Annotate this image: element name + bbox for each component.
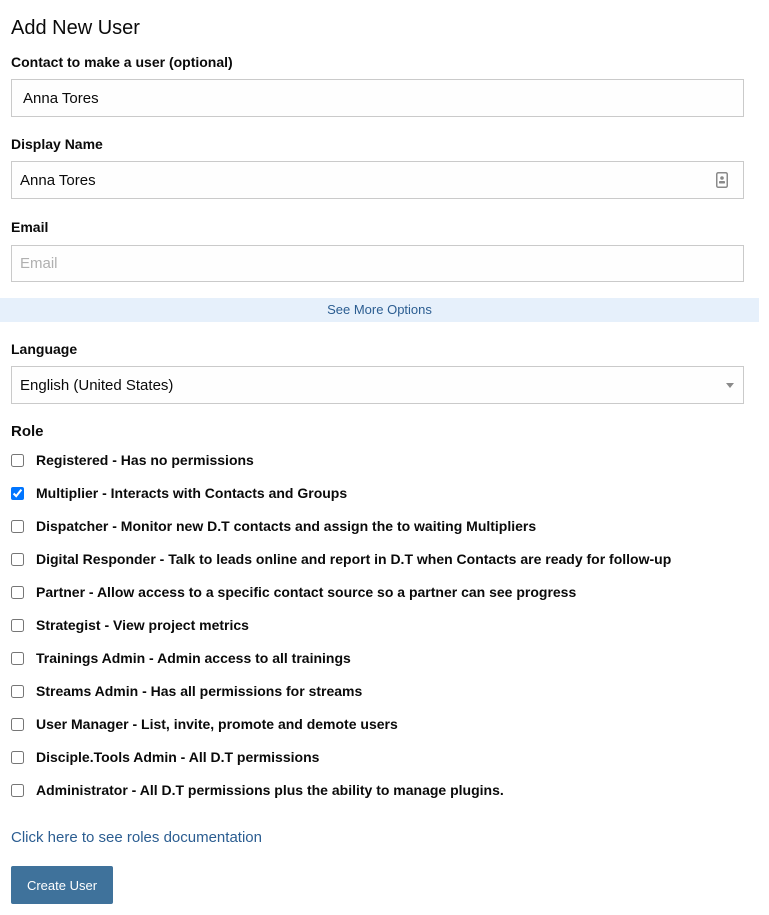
email-field[interactable]: [11, 245, 744, 282]
contact-label: Contact to make a user (optional): [11, 54, 233, 70]
role-option: [11, 450, 254, 470]
role-label[interactable]: Disciple.Tools Admin - All D.T permissions: [36, 749, 320, 765]
role-option: [11, 582, 577, 602]
contact-card-icon[interactable]: [716, 172, 728, 188]
contact-field-value: Anna Tores: [23, 89, 99, 107]
role-checkbox[interactable]: [11, 685, 24, 698]
role-heading: Role: [11, 423, 44, 440]
language-selected-value: English (United States): [20, 376, 174, 394]
role-label[interactable]: Trainings Admin - Admin access to all trainings: [36, 650, 351, 666]
role-checkbox[interactable]: [11, 619, 24, 632]
role-checkbox[interactable]: [11, 586, 24, 599]
roles-documentation-link[interactable]: Click here to see roles documentation: [11, 829, 262, 846]
role-option: [11, 483, 348, 503]
role-option: [11, 747, 320, 767]
role-checkbox[interactable]: [11, 751, 24, 764]
role-option: [11, 615, 249, 635]
role-checkbox[interactable]: [11, 718, 24, 731]
role-label[interactable]: Partner - Allow access to a specific contact source so a partner can see progress: [36, 584, 577, 600]
role-checkbox[interactable]: [11, 520, 24, 533]
display-name-field[interactable]: [11, 161, 744, 199]
page-title: Add New User: [11, 17, 140, 39]
display-name-label: Display Name: [11, 136, 103, 152]
role-label[interactable]: Digital Responder - Talk to leads online and report in D.T when Contacts are ready for follow-up: [36, 551, 672, 567]
role-label[interactable]: Multiplier - Interacts with Contacts and Groups: [36, 485, 348, 501]
role-checkbox[interactable]: [11, 487, 24, 500]
role-checkbox[interactable]: [11, 454, 24, 467]
role-label[interactable]: Administrator - All D.T permissions plus the ability to manage plugins.: [36, 782, 504, 798]
role-option: [11, 681, 363, 701]
role-label[interactable]: User Manager - List, invite, promote and demote users: [36, 716, 398, 732]
email-label: Email: [11, 219, 49, 235]
role-option: [11, 780, 504, 800]
language-label: Language: [11, 341, 78, 357]
role-option: [11, 648, 351, 668]
display-name-value: Anna Tores: [20, 171, 96, 189]
role-checkbox[interactable]: [11, 784, 24, 797]
role-label[interactable]: Strategist - View project metrics: [36, 617, 249, 633]
see-more-options-button[interactable]: See More Options: [0, 298, 759, 322]
role-label[interactable]: Dispatcher - Monitor new D.T contacts and assign the to waiting Multipliers: [36, 518, 537, 534]
contact-field[interactable]: [11, 79, 744, 117]
role-label[interactable]: Streams Admin - Has all permissions for streams: [36, 683, 363, 699]
role-option: [11, 549, 672, 569]
role-option: [11, 714, 398, 734]
create-user-button[interactable]: Create User: [11, 866, 113, 904]
role-option: [11, 516, 537, 536]
role-label[interactable]: Registered - Has no permissions: [36, 452, 254, 468]
role-checkbox[interactable]: [11, 652, 24, 665]
chevron-down-icon: [726, 383, 734, 388]
role-checkbox[interactable]: [11, 553, 24, 566]
language-select[interactable]: [11, 366, 744, 404]
